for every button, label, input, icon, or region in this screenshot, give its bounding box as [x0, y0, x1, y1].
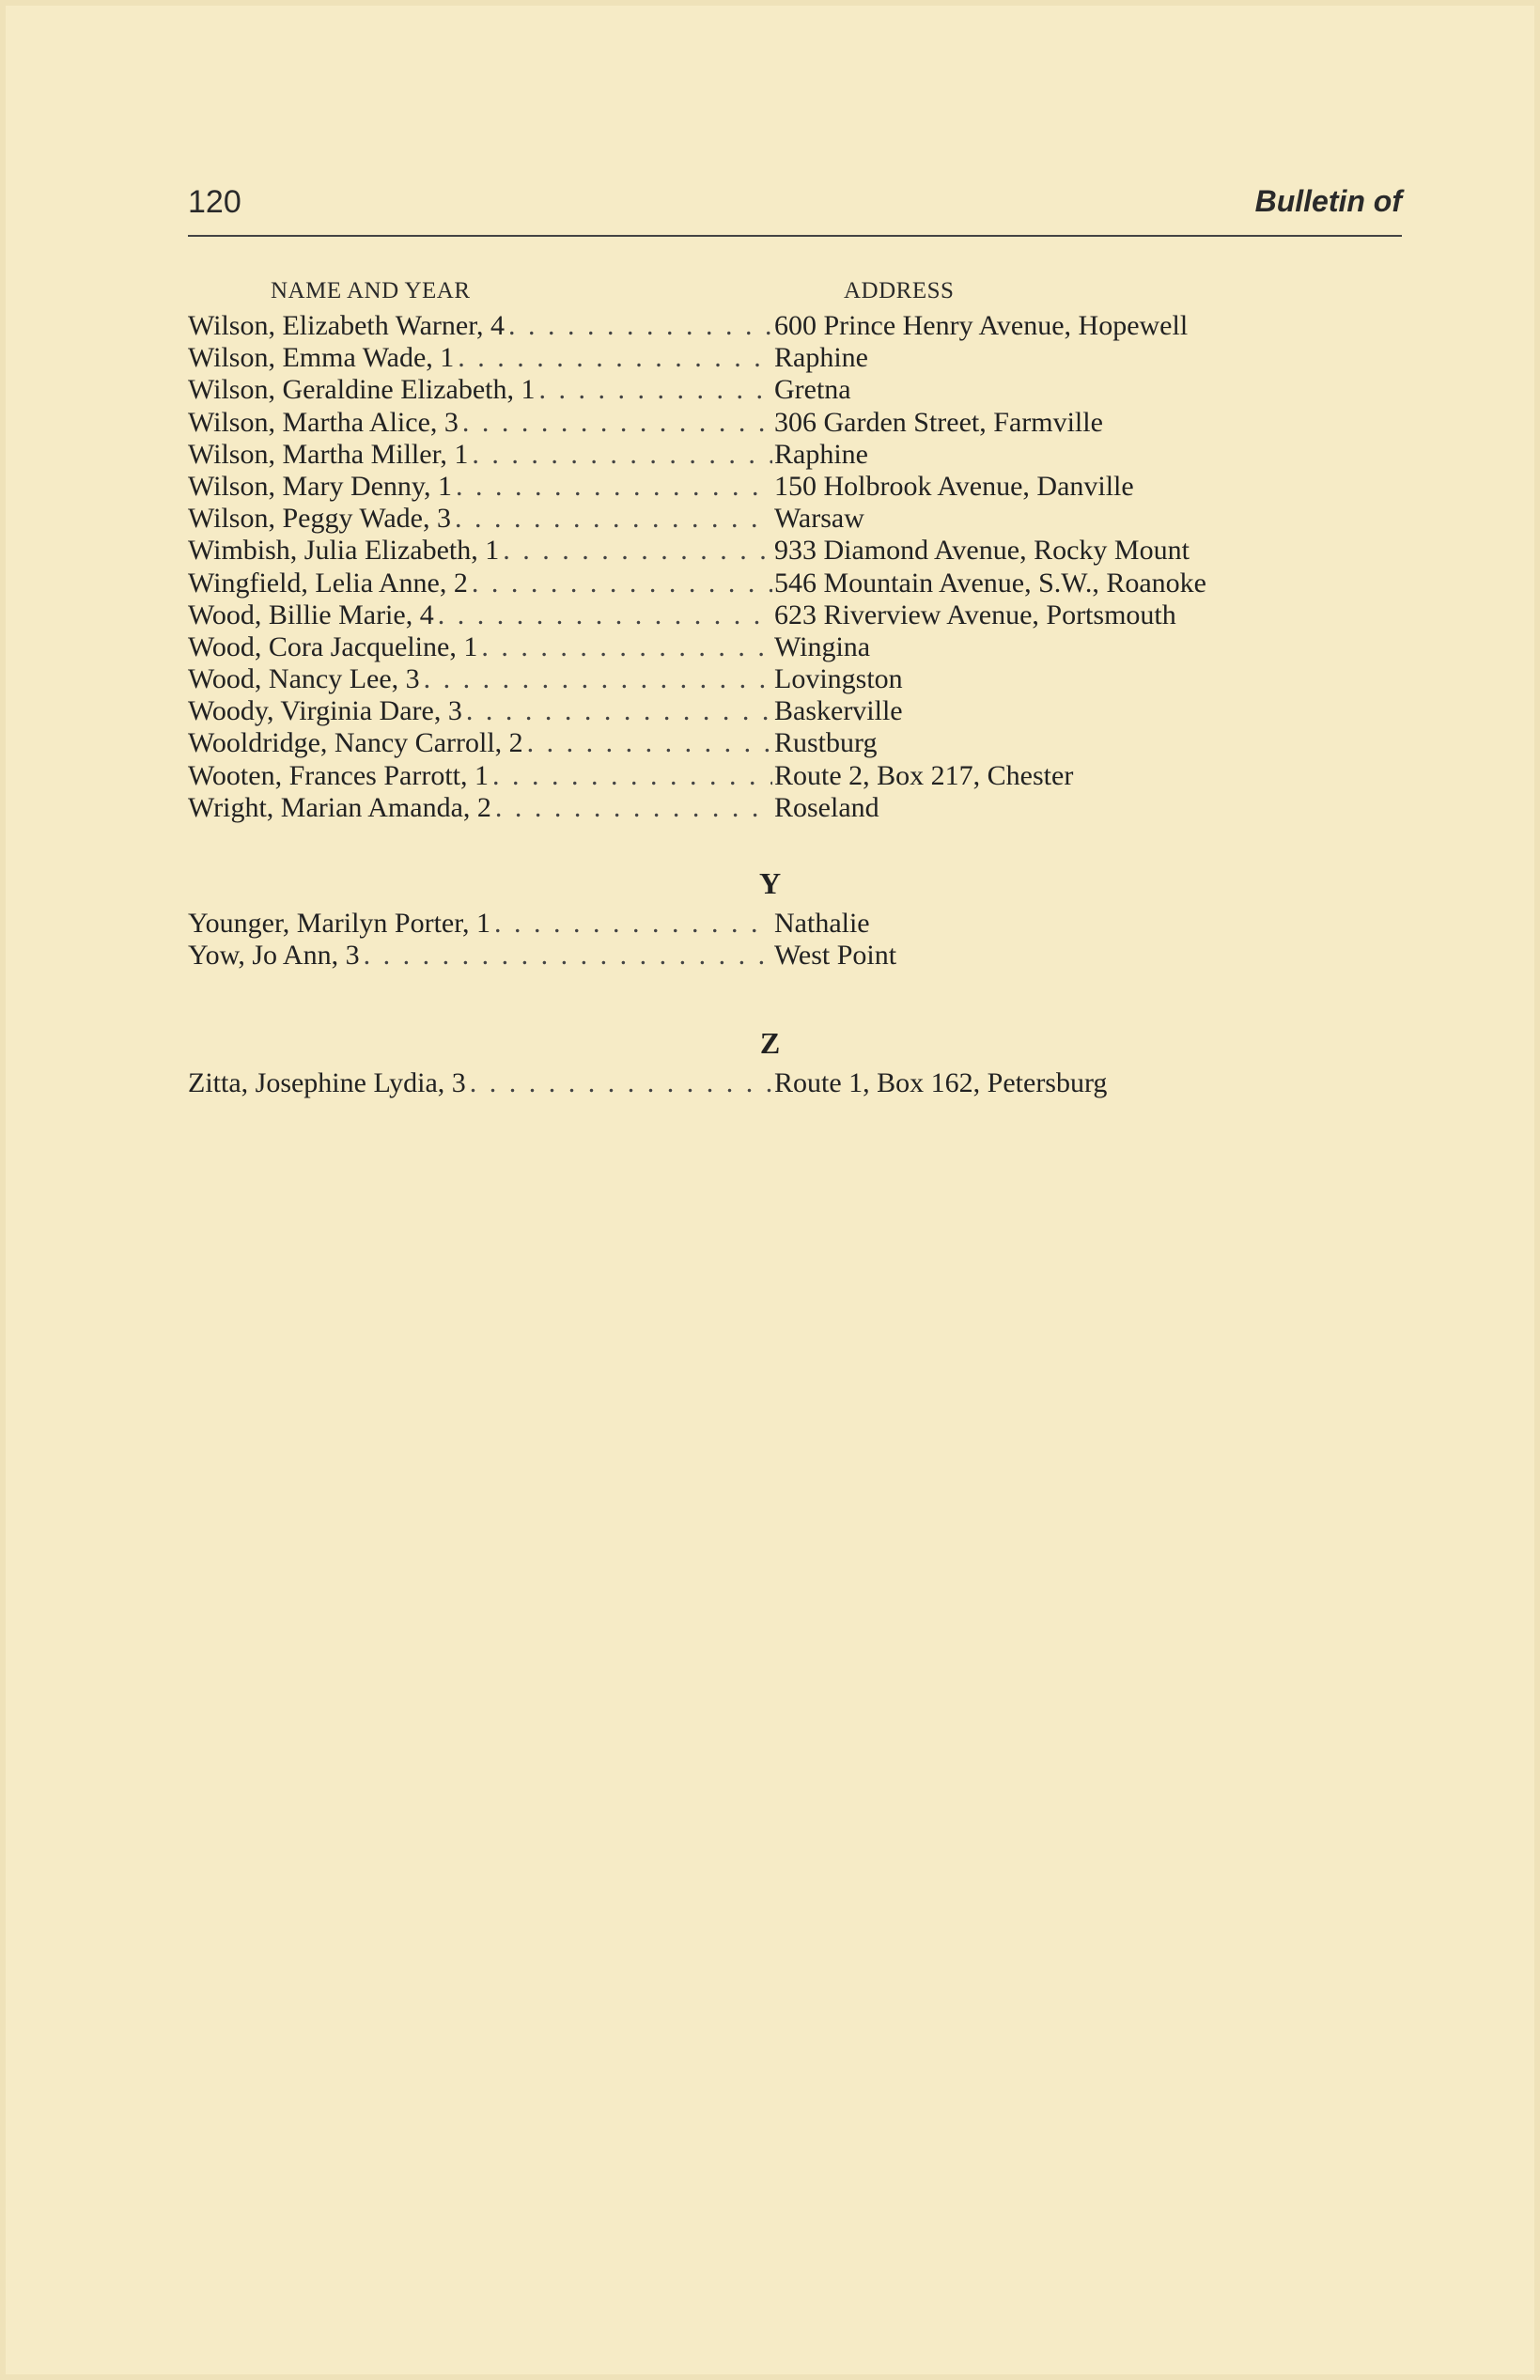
- directory-entry: [188, 1067, 1400, 1099]
- student-address: West Point: [774, 940, 897, 972]
- page-header: [188, 184, 1402, 231]
- directory-section-w: [188, 310, 1400, 824]
- directory-entry: [188, 908, 1400, 940]
- leader-dots: [462, 407, 772, 439]
- leader-dots: [539, 374, 772, 406]
- directory-entry: [188, 310, 1400, 342]
- leader-dots: [527, 727, 772, 759]
- leader-dots: [456, 471, 772, 503]
- student-address: Raphine: [774, 342, 868, 374]
- running-title: Bulletin of: [1254, 184, 1402, 218]
- student-address: 306 Garden Street, Farmville: [774, 406, 1103, 438]
- directory-entry: [188, 940, 1400, 972]
- section-letter-z: Z: [759, 1026, 781, 1060]
- directory-entry: [188, 695, 1400, 727]
- student-name: Wood, Nancy Lee, 3: [188, 663, 420, 695]
- leader-dots: [492, 760, 772, 792]
- leader-dots: [472, 439, 772, 471]
- student-address: Nathalie: [774, 908, 870, 939]
- student-address: Gretna: [774, 374, 851, 406]
- leader-dots: [481, 631, 772, 663]
- student-address: 546 Mountain Avenue, S.W., Roanoke: [774, 567, 1206, 599]
- leader-dots: [438, 599, 772, 631]
- student-name: Wingfield, Lelia Anne, 2: [188, 567, 468, 599]
- leader-dots: [472, 568, 772, 599]
- student-address: Wingina: [774, 630, 871, 662]
- student-name: Zitta, Josephine Lydia, 3: [188, 1067, 466, 1098]
- directory-entry: [188, 568, 1400, 599]
- student-address: Route 1, Box 162, Petersburg: [774, 1067, 1108, 1098]
- directory-entry: [188, 727, 1400, 759]
- column-heading-name-year: NAME AND YEAR: [271, 278, 471, 303]
- leader-dots: [458, 342, 772, 374]
- student-address: 600 Prince Henry Avenue, Hopewell: [774, 310, 1189, 341]
- leader-dots: [364, 940, 772, 972]
- student-address: Baskerville: [774, 695, 903, 727]
- student-name: Wood, Cora Jacqueline, 1: [188, 630, 478, 662]
- student-address: Rustburg: [774, 727, 878, 759]
- student-name: Woody, Virginia Dare, 3: [188, 695, 462, 727]
- leader-dots: [503, 535, 772, 567]
- directory-entry: [188, 374, 1400, 406]
- student-name: Wooldridge, Nancy Carroll, 2: [188, 727, 523, 759]
- leader-dots: [470, 1067, 772, 1099]
- directory-entry: [188, 760, 1400, 792]
- leader-dots: [424, 663, 772, 695]
- student-name: Wilson, Mary Denny, 1: [188, 470, 452, 502]
- directory-entry: [188, 631, 1400, 663]
- directory-section-y: [188, 908, 1400, 972]
- student-name: Wilson, Martha Alice, 3: [188, 406, 459, 438]
- leader-dots: [455, 503, 772, 535]
- student-name: Wilson, Geraldine Elizabeth, 1: [188, 374, 536, 406]
- column-heading-address: ADDRESS: [844, 278, 955, 303]
- student-address: Warsaw: [774, 503, 864, 535]
- directory-section-z: [188, 1067, 1400, 1099]
- leader-dots: [494, 908, 772, 940]
- student-name: Wood, Billie Marie, 4: [188, 599, 434, 630]
- directory-entry: [188, 503, 1400, 535]
- student-name: Wooten, Frances Parrott, 1: [188, 759, 490, 791]
- student-name: Wright, Marian Amanda, 2: [188, 791, 491, 823]
- student-address: Raphine: [774, 438, 868, 470]
- student-name: Wilson, Peggy Wade, 3: [188, 503, 451, 535]
- leader-dots: [495, 792, 772, 824]
- directory-entry: [188, 535, 1400, 567]
- leader-dots: [508, 310, 772, 342]
- student-address: Lovingston: [774, 663, 903, 695]
- directory-entry: [188, 471, 1400, 503]
- directory-entry: [188, 439, 1400, 471]
- student-name: Younger, Marilyn Porter, 1: [188, 908, 491, 939]
- student-name: Wilson, Elizabeth Warner, 4: [188, 310, 506, 341]
- student-name: Yow, Jo Ann, 3: [188, 940, 360, 972]
- directory-entry: [188, 407, 1400, 439]
- directory-entry: [188, 663, 1400, 695]
- header-rule: [188, 235, 1402, 237]
- leader-dots: [466, 695, 772, 727]
- student-address: 150 Holbrook Avenue, Danville: [774, 470, 1134, 502]
- student-name: Wilson, Martha Miller, 1: [188, 438, 469, 470]
- student-address: 933 Diamond Avenue, Rocky Mount: [774, 535, 1190, 567]
- page-number: 120: [188, 184, 241, 220]
- student-address: Route 2, Box 217, Chester: [774, 759, 1074, 791]
- student-address: 623 Riverview Avenue, Portsmouth: [774, 599, 1176, 630]
- student-name: Wilson, Emma Wade, 1: [188, 342, 455, 374]
- directory-entry: [188, 599, 1400, 631]
- directory-entry: [188, 792, 1400, 824]
- section-letter-y: Y: [758, 866, 782, 900]
- directory-entry: [188, 342, 1400, 374]
- student-name: Wimbish, Julia Elizabeth, 1: [188, 535, 500, 567]
- student-address: Roseland: [774, 791, 879, 823]
